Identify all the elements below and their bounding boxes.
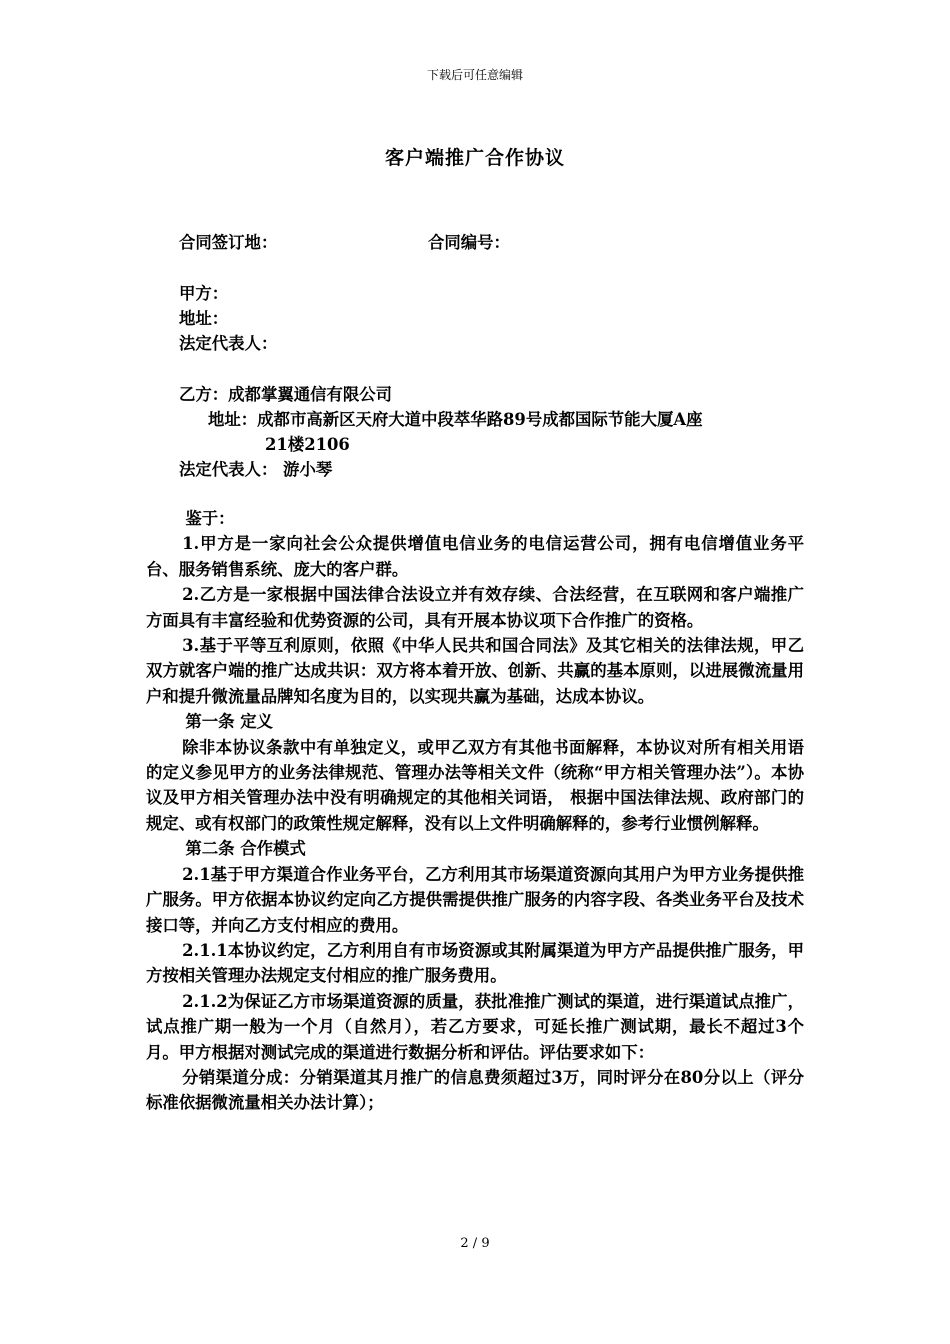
distribution-channel-share: 分销渠道分成：分销渠道其月推广的信息费须超过3万，同时评分在80分以上（评分标准依据微流量相关办法计算）； [146, 1067, 804, 1113]
party-b-rep: 法定代表人： 游小琴 [179, 460, 333, 479]
party-b-name: 乙方：成都掌翼通信有限公司 [179, 385, 393, 404]
clause-2-1-1: 2.1.1本协议约定，乙方利用自有市场资源或其附属渠道为甲方产品提供推广服务，甲方按相关管理办法规定支付相应的推广服务费用。 [146, 940, 804, 986]
document-title: 客户端推广合作协议 [384, 147, 565, 169]
article-1-heading: 第一条 定义 [185, 712, 274, 732]
party-a-address-label: 地址： [179, 309, 229, 328]
recital-3: 3.基于平等互利原则，依照《中华人民共和国合同法》及其它相关的法律法规，甲乙双方就客户端的推广达成共识：双方将本着开放、创新、共赢的基本原则，以进展微流量用户和提升微流量品牌知名度为目的，以实现共赢为基础，达成本协议。 [146, 636, 804, 706]
party-b-address-line2: 21楼2106 [265, 435, 350, 454]
page-number: 2 / 9 [460, 1236, 490, 1251]
agreement-body [146, 506, 804, 1116]
article-1-text: 除非本协议条款中有单独定义，或甲乙双方有其他书面解释，本协议对所有相关用语的定义参见甲方的业务法律规范、管理办法等相关文件（统称“甲方相关管理办法”）。本协议及甲方相关管理办法中没有明确规定的其他相关词语， 根据中国法律法规、政府部门的规定、或有权部门的政策性规定解释，没有以上文件明确解释的，参考行业惯例解释。 [146, 737, 804, 833]
clause-2-1-2: 2.1.2为保证乙方市场渠道资源的质量，获批准推广测试的渠道，进行渠道试点推广，试点推广期一般为一个月（自然月），若乙方要求，可延长推广测试期，最长不超过3个月。甲方根据对测试完成的渠道进行数据分析和评估。评估要求如下： [146, 991, 804, 1062]
recital-1: 1.甲方是一家向社会公众提供增值电信业务的电信运营公司，拥有电信增值业务平台、服务销售系统、庞大的客户群。 [146, 534, 804, 579]
party-b-address-line1: 地址：成都市高新区天府大道中段萃华路89号成都国际节能大厦A座 [208, 410, 703, 429]
header-note: 下载后可任意编辑 [426, 68, 523, 82]
recital-2: 2.乙方是一家根据中国法律合法设立并有效存续、合法经营，在互联网和客户端推广方面具有丰富经验和优势资源的公司，具有开展本协议项下合作推广的资格。 [146, 585, 804, 630]
contract-number-label: 合同编号： [428, 233, 510, 252]
clause-2-1: 2.1基于甲方渠道合作业务平台，乙方利用其市场渠道资源向其用户为甲方业务提供推广服务。甲方依据本协议约定向乙方提供需提供推广服务的内容字段、各类业务平台及技术接口等，并向乙方支付相应的费用。 [146, 864, 804, 935]
party-a-name-label: 甲方： [179, 284, 229, 303]
recitals-heading: 鉴于： [185, 509, 235, 528]
contract-place-label: 合同签订地： [179, 233, 278, 252]
article-2-heading: 第二条 合作模式 [185, 839, 306, 859]
party-a-rep-label: 法定代表人： [179, 334, 278, 353]
